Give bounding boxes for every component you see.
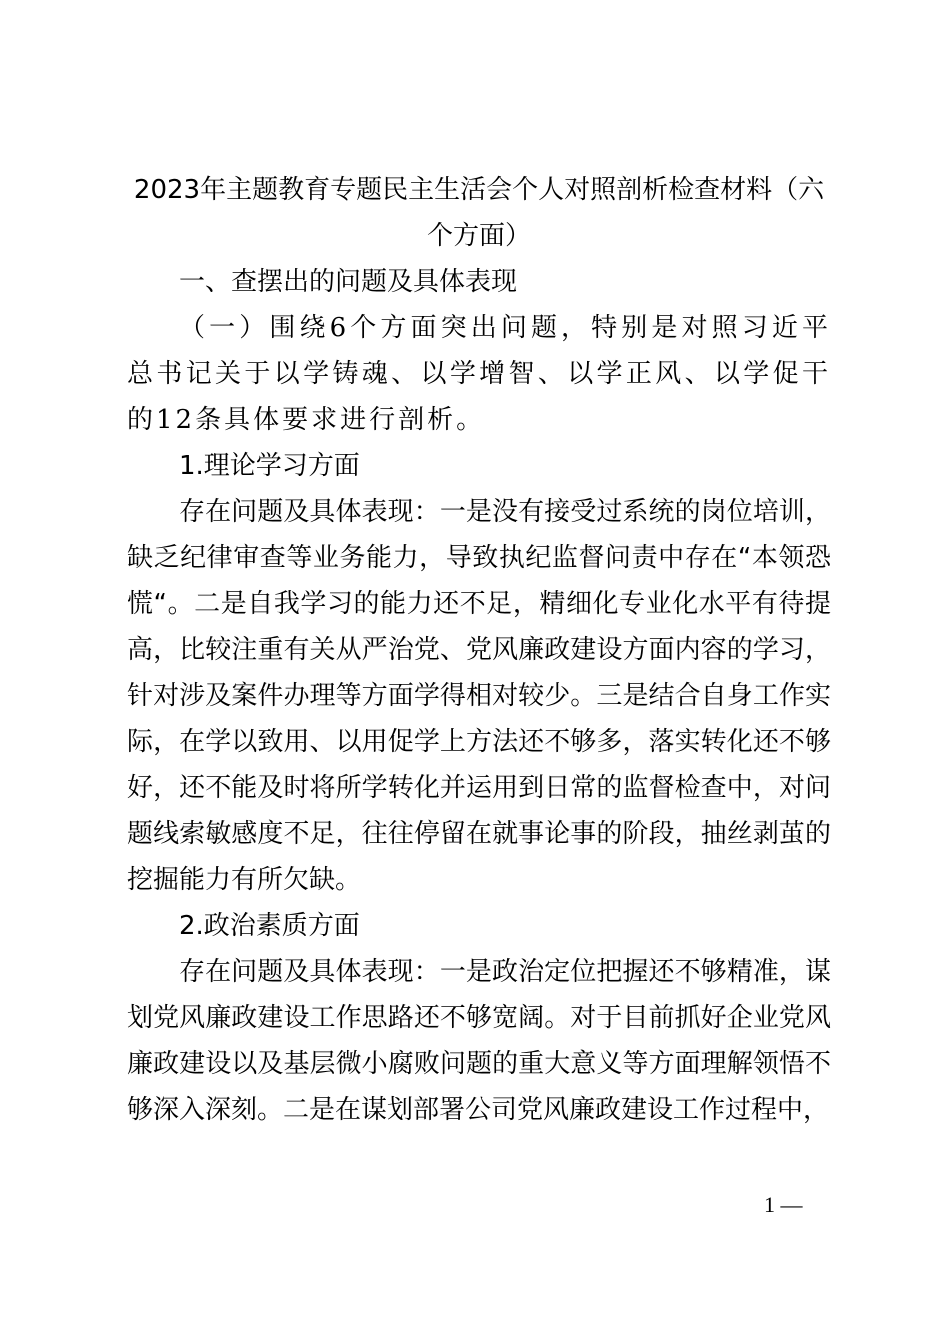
item-heading-theory: 1.理论学习方面 [179, 451, 360, 481]
item-paragraph-politics: 存在问题及具体表现：一是政治定位把握还不够精准，谋划党风廉政建设工作思路还不够宽阔。对于目前抓好企业党风廉政建设以及基层微小腐败问题的重大意义等方面理解领悟不够深入深刻。二是在谋划部署公司党风廉政建设工作过程中， [127, 957, 831, 1125]
document-title: 2023年主题教育专题民主生活会个人对照剖析检查材料（六个方面） [133, 175, 825, 251]
section-heading: 一、查摆出的问题及具体表现 [179, 267, 518, 297]
page-number: 1 — [764, 1192, 803, 1217]
subsection-intro: （一）围绕6个方面突出问题，特别是对照习近平总书记关于以学铸魂、以学增智、以学正风、以学促干的12条具体要求进行剖析。 [127, 313, 831, 435]
item-paragraph-theory: 存在问题及具体表现：一是没有接受过系统的岗位培训，缺乏纪律审查等业务能力，导致执纪监督问责中存在“本领恐慌“。二是自我学习的能力还不足，精细化专业化水平有待提高，比较注重有关从严治党、党风廉政建设方面内容的学习，针对涉及案件办理等方面学得相对较少。三是结合自身工作实际，在学以致用、以用促学上方法还不够多，落实转化还不够好，还不能及时将所学转化并运用到日常的监督检查中，对问题线索敏感度不足，往往停留在就事论事的阶段，抽丝剥茧的挖掘能力有所欠缺。 [127, 497, 831, 895]
document-body [127, 167, 831, 1133]
item-heading-politics: 2.政治素质方面 [179, 911, 360, 941]
